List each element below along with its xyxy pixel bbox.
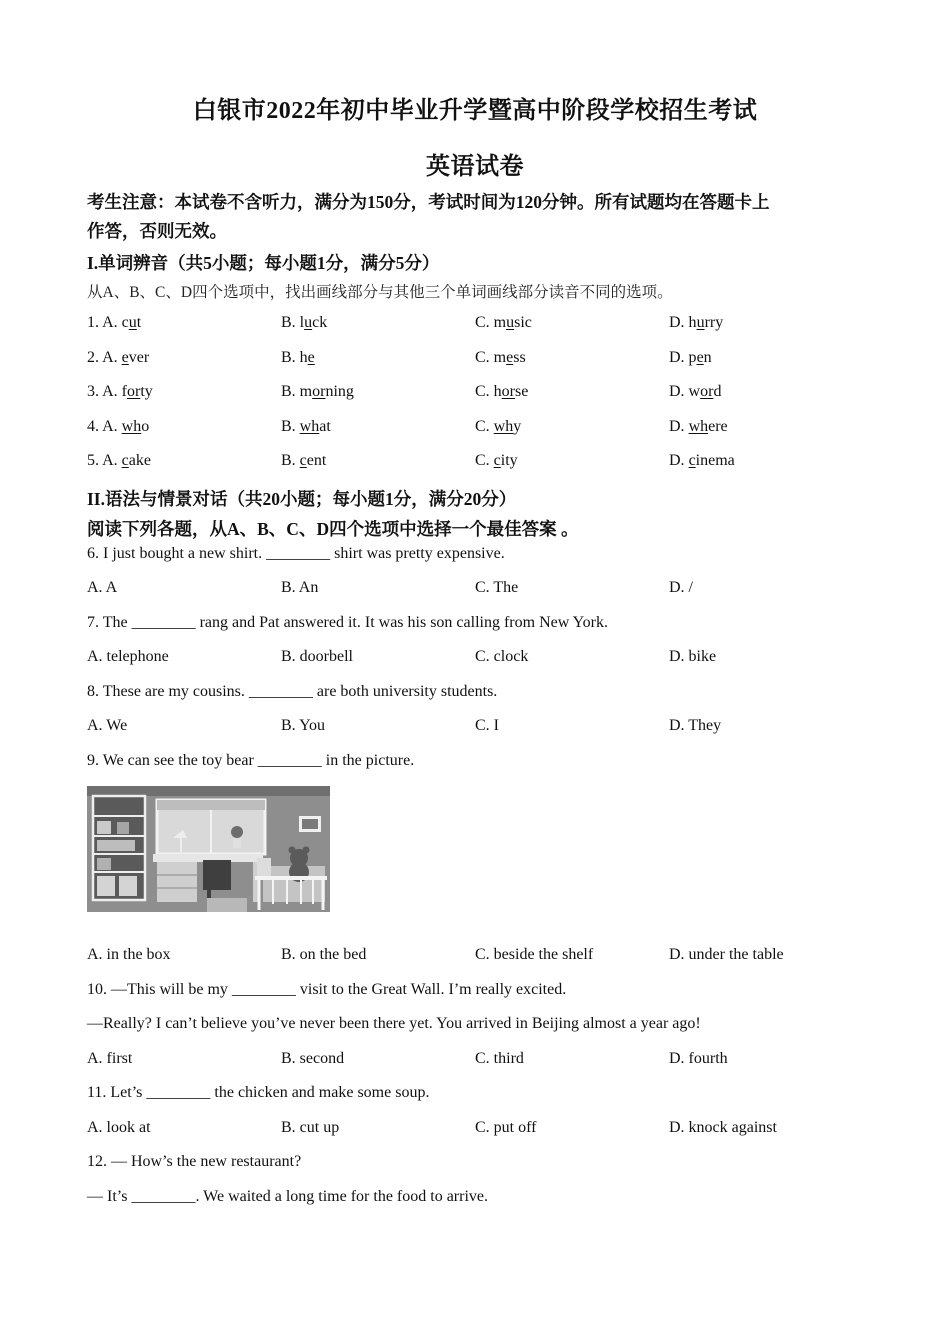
q9-option-c: C. beside the shelf [475, 946, 594, 963]
option-b: B. what [281, 418, 331, 435]
option-c: C. music [475, 314, 532, 331]
option-c: C. why [475, 418, 522, 435]
q10-option-d: D. fourth [669, 1050, 728, 1067]
question-12-stem: 12. — How’s the new restaurant? [87, 1153, 302, 1170]
q9-option-b: B. on the bed [281, 946, 367, 963]
question-10-dialogue: —Really? I can’t believe you’ve never been there yet. You arrived in Beijing almost a year ago! [87, 1015, 701, 1032]
section-1-instruction: 从A、B、C、D四个选项中，找出画线部分与其他三个单词画线部分读音不同的选项。 [87, 284, 673, 301]
exam-subtitle: 英语试卷 [426, 154, 524, 180]
q8-option-c: C. I [475, 717, 499, 734]
option-d: D. hurry [669, 314, 724, 331]
option-b: B. morning [281, 383, 354, 400]
q7-option-c: C. clock [475, 648, 529, 665]
notice-line-2: 作答，否则无效。 [87, 221, 227, 241]
notice-line-1: 考生注意：本试卷不含听力，满分为150分，考试时间为120分钟。所有试题均在答题卡上 [87, 192, 770, 212]
question-11-stem: 11. Let’s ________ the chicken and make some soup. [87, 1084, 430, 1101]
q7-option-d: D. bike [669, 648, 717, 665]
section-2-instruction: 阅读下列各题，从A、B、C、D四个选项中选择一个最佳答案 。 [87, 519, 579, 539]
bedroom-picture [87, 786, 330, 912]
question-8-stem: 8. These are my cousins. ________ are both university students. [87, 683, 498, 700]
q6-option-b: B. An [281, 579, 319, 596]
question-9-stem: 9. We can see the toy bear ________ in the picture. [87, 752, 415, 769]
q9-option-a: A. in the box [87, 946, 171, 963]
section-1-heading: I.单词辨音（共5小题；每小题1分，满分5分） [87, 253, 440, 273]
option-a: 2. A. ever [87, 349, 150, 366]
option-c: C. city [475, 452, 518, 469]
option-b: B. luck [281, 314, 328, 331]
section-2-heading: II.语法与情景对话（共20小题；每小题1分，满分20分） [87, 489, 517, 509]
option-b: B. he [281, 349, 315, 366]
q10-option-b: B. second [281, 1050, 345, 1067]
option-d: D. word [669, 383, 722, 400]
q8-option-a: A. We [87, 717, 128, 734]
q9-option-d: D. under the table [669, 946, 784, 963]
candidate-notice [87, 188, 857, 246]
question-6-stem: 6. I just bought a new shirt. ________ shirt was pretty expensive. [87, 545, 505, 562]
exam-title: 白银市2022年初中毕业升学暨高中阶段学校招生考试 [192, 98, 758, 124]
question-10-stem: 10. —This will be my ________ visit to the Great Wall. I’m really excited. [87, 981, 567, 998]
q10-option-a: A. first [87, 1050, 133, 1067]
q7-option-a: A. telephone [87, 648, 169, 665]
option-d: D. pen [669, 349, 712, 366]
option-a: 5. A. cake [87, 452, 151, 469]
option-c: C. mess [475, 349, 526, 366]
option-a: 3. A. forty [87, 383, 153, 400]
q11-option-a: A. look at [87, 1119, 151, 1136]
question-7-stem: 7. The ________ rang and Pat answered it. It was his son calling from New York. [87, 614, 608, 631]
q11-option-d: D. knock against [669, 1119, 777, 1136]
option-a: 4. A. who [87, 418, 150, 435]
option-d: D. where [669, 418, 728, 435]
option-d: D. cinema [669, 452, 735, 469]
q11-option-b: B. cut up [281, 1119, 340, 1136]
q10-option-c: C. third [475, 1050, 524, 1067]
question-12-dialogue: — It’s ________. We waited a long time for the food to arrive. [87, 1188, 488, 1205]
q8-option-d: D. They [669, 717, 722, 734]
q8-option-b: B. You [281, 717, 326, 734]
q6-option-a: A. A [87, 579, 118, 596]
q6-option-d: D. / [669, 579, 693, 596]
q7-option-b: B. doorbell [281, 648, 353, 665]
q11-option-c: C. put off [475, 1119, 537, 1136]
option-c: C. horse [475, 383, 529, 400]
option-b: B. cent [281, 452, 327, 469]
q6-option-c: C. The [475, 579, 519, 596]
option-a: 1. A. cut [87, 314, 142, 331]
